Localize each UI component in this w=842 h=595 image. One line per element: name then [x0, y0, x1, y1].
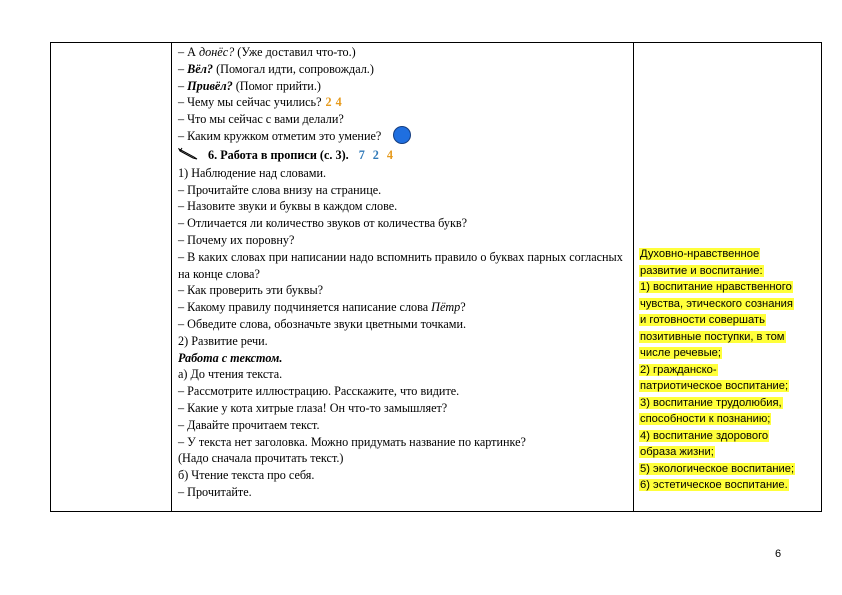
- text-line: – Какому правилу подчиняется написание слова Пётр?: [178, 300, 466, 315]
- text-line: – В каких словах при написании надо вспомнить правило о буквах парных согласных на конце слова?: [178, 249, 623, 281]
- text-line: (Надо сначала прочитать текст.): [178, 451, 344, 466]
- text-line: – Назовите звуки и буквы в каждом слове.: [178, 199, 398, 214]
- page-number: 6: [775, 548, 782, 560]
- goal-line: 4) воспитание здорового: [640, 429, 769, 442]
- goal-line: 3) воспитание трудолюбия,: [640, 396, 782, 409]
- step-number: 2: [325, 95, 332, 110]
- text-line: Работа с текстом.: [178, 350, 283, 365]
- goal-line: способности к познанию;: [640, 413, 771, 425]
- text-line: б) Чтение текста про себя.: [178, 468, 315, 483]
- education-goals-column: [639, 246, 819, 494]
- text-line: – Какие у кота хитрые глаза! Он что-то замышляет?: [178, 400, 448, 415]
- text-line: – Как проверить эти буквы?: [178, 283, 324, 298]
- goal-line: образа жизни;: [640, 446, 714, 458]
- goal-line: 1) воспитание нравственного: [640, 281, 792, 293]
- text-line: – Что мы сейчас с вами делали?: [178, 112, 344, 127]
- goal-line: 5) экологическое воспитание;: [640, 462, 795, 475]
- text-line: – Прочитайте слова внизу на странице.: [178, 182, 382, 197]
- text-line: а) До чтения текста.: [178, 367, 283, 382]
- text-line: – Отличается ли количество звуков от количества букв?: [178, 216, 468, 231]
- text-line: – Обведите слова, обозначьте звуки цветными точками.: [178, 316, 467, 331]
- table-border-right: [821, 43, 822, 511]
- goal-line: числе речевые;: [640, 347, 721, 359]
- text-line: – А донёс? (Уже доставил что-то.): [178, 45, 356, 59]
- step-number: 4: [335, 95, 342, 110]
- step-number: 4: [386, 147, 393, 162]
- text-line: – Вёл? (Помогал идти, сопровождал.): [178, 61, 374, 76]
- text-line: – Привёл? (Помог прийти.): [178, 78, 321, 93]
- text-line: 2) Развитие речи.: [178, 333, 268, 348]
- goal-line: Духовно-нравственное: [640, 248, 760, 260]
- text-line: – Прочитайте.: [178, 484, 252, 499]
- text-line: – Рассмотрите иллюстрацию. Расскажите, что видите.: [178, 384, 460, 399]
- text-line: – Чему мы сейчас учились? 2 4: [178, 95, 342, 110]
- text-line: – Давайте прочитаем текст.: [178, 417, 320, 432]
- text-line: – Каким кружком отметим это умение?: [178, 128, 628, 145]
- goal-line: 2) гражданско-: [640, 363, 717, 376]
- table-divider-2: [633, 43, 634, 511]
- text-line: – Почему их поровну?: [178, 232, 295, 247]
- text-line: 1) Наблюдение над словами.: [178, 165, 327, 180]
- text-line: – У текста нет заголовка. Можно придумать название по картинке?: [178, 434, 526, 449]
- blue-circle-icon: [393, 126, 411, 144]
- goal-line: 6) эстетическое воспитание.: [640, 479, 788, 491]
- lesson-table: [50, 42, 822, 512]
- table-border-left: [50, 43, 51, 511]
- goal-line: чувства, этического сознания: [640, 297, 793, 310]
- lesson-content-column: [178, 44, 628, 501]
- goal-line: и готовности совершать: [640, 314, 765, 326]
- pencil-icon: [178, 146, 200, 166]
- section-heading: 6. Работа в прописи (с. 3). 7 2 4: [178, 145, 628, 165]
- step-number: 2: [372, 147, 379, 162]
- table-divider-1: [171, 43, 172, 511]
- goal-line: развитие и воспитание:: [640, 264, 763, 277]
- step-number: 7: [358, 147, 365, 162]
- goal-line: позитивные поступки, в том: [640, 330, 785, 343]
- goal-line: патриотическое воспитание;: [640, 380, 789, 392]
